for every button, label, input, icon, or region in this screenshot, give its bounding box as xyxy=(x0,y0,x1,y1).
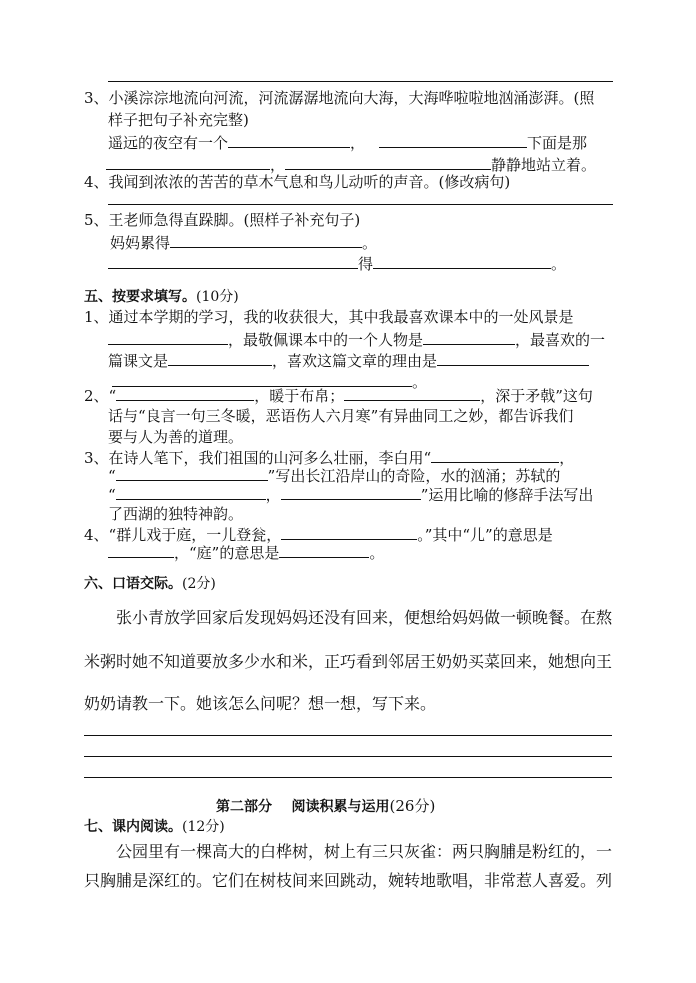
answer-blank[interactable] xyxy=(379,132,527,148)
section-5-item-1-line-3: 篇课文是 ，喜欢这篇文章的理由是 xyxy=(108,350,589,371)
section-7-heading: 七、课内阅读。(12分) xyxy=(84,819,225,835)
answer-blank[interactable] xyxy=(108,542,174,558)
answer-blank[interactable] xyxy=(344,385,480,401)
answer-line xyxy=(84,735,612,736)
question-3-line-2: 样子把句子补充完整) xyxy=(108,111,249,129)
section-7-paragraph-line-1: 公园里有一棵高大的白桦树，树上有三只灰雀：两只胸脯是粉红的，一 xyxy=(116,842,613,861)
section-6-paragraph-line-3: 奶奶请教一下。她该怎么问呢？想一想，写下来。 xyxy=(84,694,437,713)
section-5-heading: 五、按要求填写。(10分) xyxy=(84,289,239,305)
answer-blank[interactable] xyxy=(281,484,421,500)
section-5-item-1-line-2: ，最敬佩课本中的一个人物是 ，最喜欢的一 xyxy=(108,329,605,350)
answer-blank[interactable] xyxy=(437,350,589,366)
answer-blank[interactable] xyxy=(170,232,362,248)
answer-blank[interactable] xyxy=(423,329,515,345)
section-5-item-2-line-2: 话与“良言一句三冬暖，恶语伤人六月寒”有异曲同工之妙，都告诉我们 xyxy=(108,407,574,425)
section-5-item-2-line-1: 2、“ ，暖于布帛； ，深于矛戟”这句 xyxy=(84,387,593,405)
section-5-item-1-line-1: 1、通过本学期的学习，我的收获很大，其中我最喜欢课本中的一处风景是 xyxy=(84,308,574,326)
question-5-line-3: 得 。 xyxy=(108,253,566,274)
answer-blank[interactable] xyxy=(108,253,358,269)
answer-line xyxy=(84,756,612,757)
section-6-paragraph-line-2: 米粥时她不知道要放多少水和米，正巧看到邻居王奶奶买菜回来，她想向王 xyxy=(84,652,613,671)
answer-blank[interactable] xyxy=(373,253,551,269)
section-7-paragraph-line-2: 只胸脯是深红的。它们在树枝间来回跳动，婉转地歌唱，非常惹人喜爱。列 xyxy=(84,871,613,890)
answer-line xyxy=(108,204,613,205)
part-2-title: 第二部分 阅读积累与运用(26分) xyxy=(216,797,436,815)
answer-blank[interactable] xyxy=(116,484,266,500)
answer-blank[interactable] xyxy=(228,132,350,148)
section-5-item-1-line-4: 。 xyxy=(112,371,427,392)
question-5-line-1: 5、王老师急得直跺脚。(照样子补充句子) xyxy=(84,211,361,229)
answer-blank[interactable] xyxy=(116,465,268,481)
question-4-line-1: 4、我闻到浓浓的苦苦的草木气息和鸟儿动听的声音。(修改病句) xyxy=(84,173,511,191)
answer-blank[interactable] xyxy=(108,329,228,345)
answer-blank[interactable] xyxy=(431,447,559,463)
answer-line xyxy=(108,81,613,82)
question-3-line-1: 3、小溪淙淙地流向河流，河流潺潺地流向大海，大海哗啦啦地汹涌澎湃。(照 xyxy=(84,89,595,107)
answer-blank[interactable] xyxy=(116,385,254,401)
section-5-item-3-line-2: “ ”写出长江沿岸山的奇险，水的汹涌；苏轼的 xyxy=(108,467,561,485)
section-5-item-4-line-1: 4、“群儿戏于庭，一儿登瓮， 。”其中“儿”的意思是 xyxy=(84,526,553,544)
question-5-line-2: 妈妈累得 。 xyxy=(110,234,378,252)
answer-blank[interactable] xyxy=(285,154,491,170)
section-5-item-3-line-1: 3、在诗人笔下，我们祖国的山河多么壮丽，李白用“ ， xyxy=(84,449,575,467)
question-3-line-4: ， 静静地站立着。 xyxy=(106,154,596,175)
section-5-item-2-line-3: 要与人为善的道理。 xyxy=(108,428,244,446)
question-3-line-3: 遥远的夜空有一个 ， 下面是那 xyxy=(108,134,588,152)
answer-blank[interactable] xyxy=(279,542,369,558)
answer-blank[interactable] xyxy=(168,350,272,366)
answer-blank[interactable] xyxy=(281,524,417,540)
section-5-item-3-line-3: “ ， ”运用比喻的修辞手法写出 xyxy=(108,486,594,504)
section-5-item-3-line-4: 了西湖的独特神韵。 xyxy=(108,505,244,523)
section-5-item-4-line-2: ，“庭”的意思是 。 xyxy=(108,542,384,563)
section-6-paragraph-line-1: 张小青放学回家后发现妈妈还没有回来，便想给妈妈做一顿晚餐。在熬 xyxy=(116,608,613,627)
answer-blank[interactable] xyxy=(106,154,270,170)
answer-line xyxy=(84,777,612,778)
section-6-heading: 六、口语交际。(2分) xyxy=(84,576,216,592)
